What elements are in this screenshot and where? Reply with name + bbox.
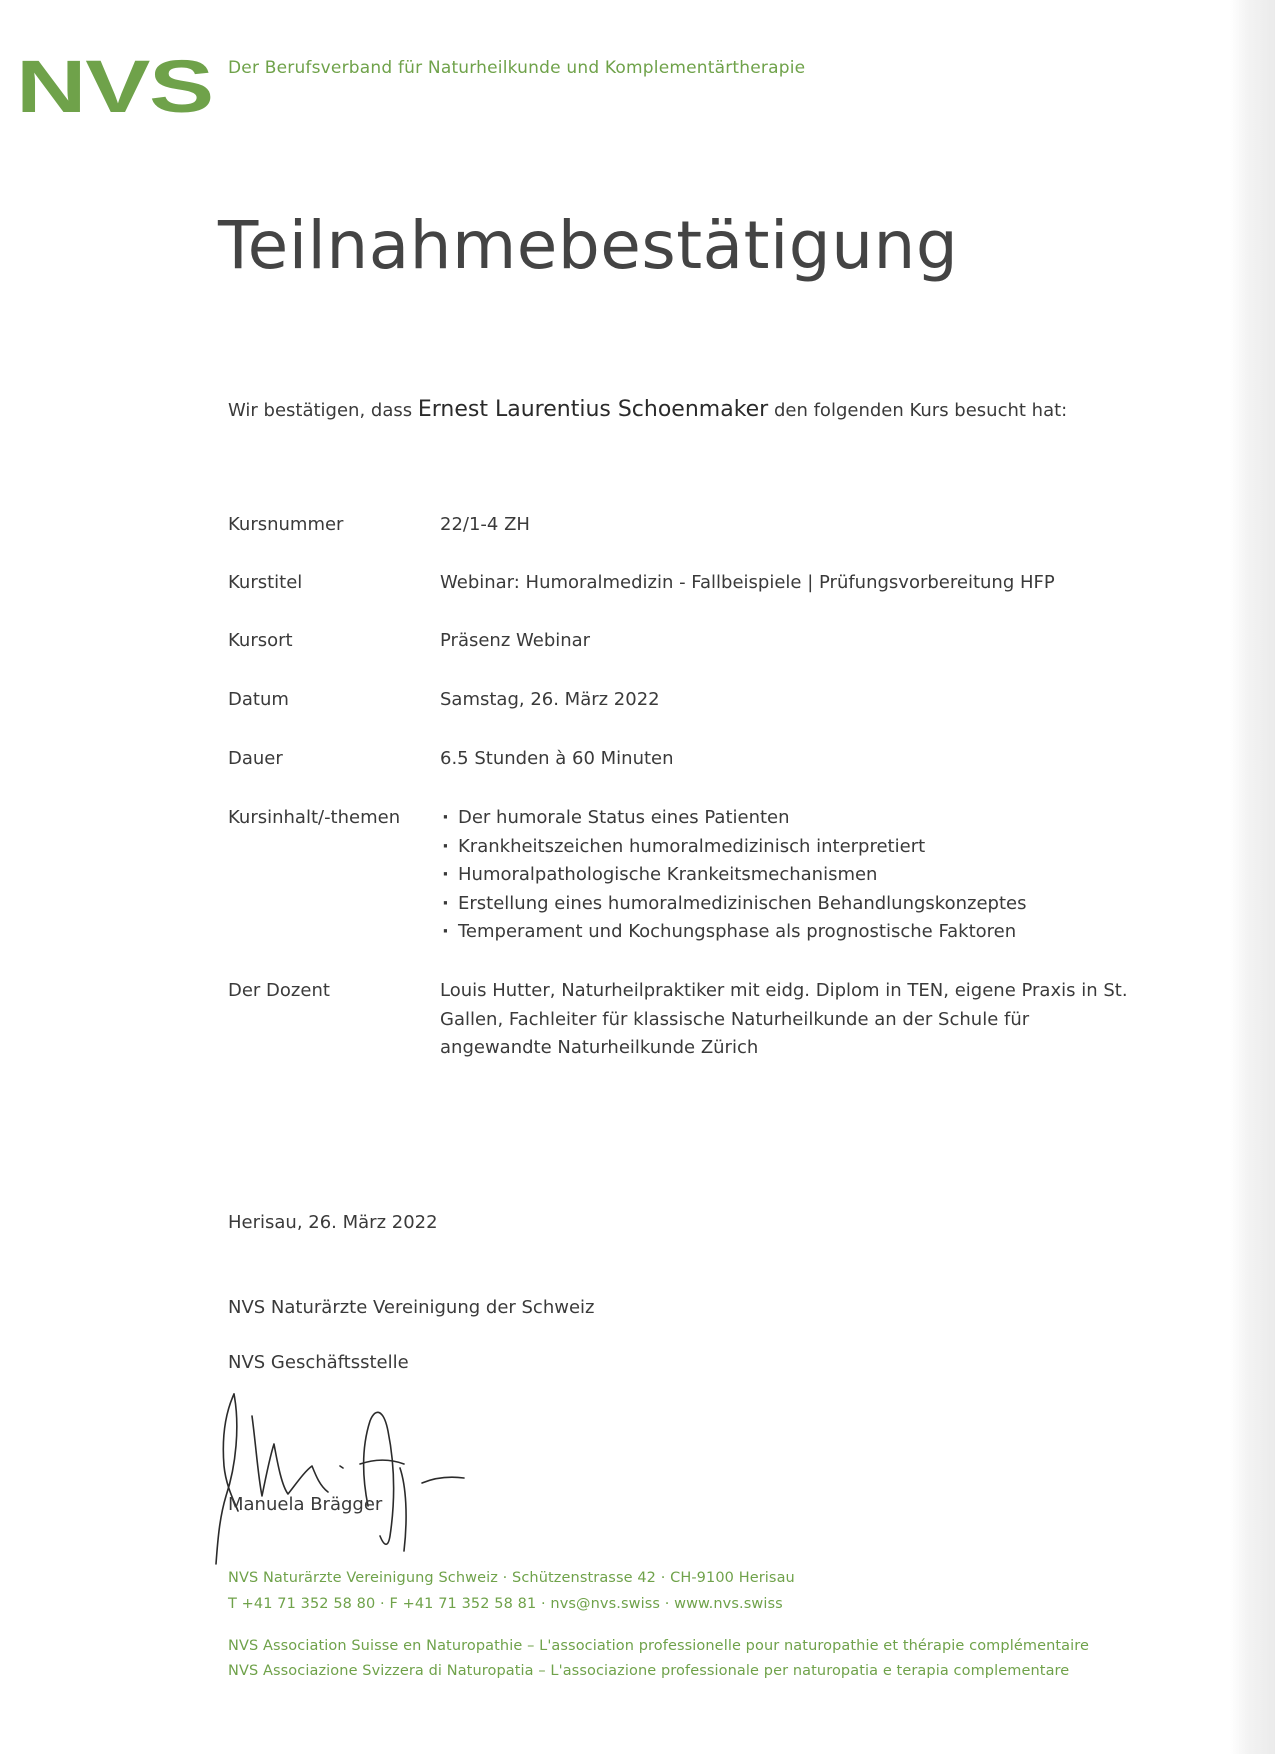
themen-label: Kursinhalt/-themen: [228, 807, 401, 828]
dauer-value: 6.5 Stunden à 60 Minuten: [440, 748, 674, 769]
datum-value: Samstag, 26. März 2022: [440, 689, 660, 710]
place-date: Herisau, 26. März 2022: [228, 1212, 438, 1233]
intro-after: den folgenden Kurs besucht hat:: [773, 400, 1068, 421]
office-name: NVS Geschäftsstelle: [228, 1352, 409, 1373]
footer-italian: NVS Associazione Svizzera di Naturopatia – L'associazione professionale per naturopatia e terapia complementare: [228, 1663, 1070, 1679]
kursort-value: Präsenz Webinar: [440, 630, 591, 651]
kursnummer-label: Kursnummer: [228, 514, 344, 535]
organisation-name: NVS Naturärzte Vereinigung der Schweiz: [228, 1297, 595, 1318]
participant-name: Ernest Laurentius Schoenmaker: [417, 397, 769, 422]
list-item: · Der humorale Status eines Patienten: [440, 804, 1140, 833]
topics-list: [440, 804, 1140, 947]
page-edge-shadow: [1230, 0, 1275, 1754]
list-item: · Erstellung eines humoralmedizinischen Behandlungskonzeptes: [440, 890, 1140, 919]
tagline: Der Berufsverband für Naturheilkunde und Komplementärtherapie: [228, 58, 806, 78]
list-item: · Krankheitszeichen humoralmedizinisch interpretiert: [440, 833, 1140, 862]
handwritten-signature: [212, 1386, 532, 1571]
document-title: Teilnahmebestätigung: [218, 207, 959, 284]
footer-address: NVS Naturärzte Vereinigung Schweiz · Schützenstrasse 42 · CH-9100 Herisau: [228, 1570, 795, 1586]
datum-label: Datum: [228, 689, 289, 710]
kurstitel-label: Kurstitel: [228, 572, 303, 593]
intro-sentence: [228, 397, 1067, 422]
list-item: · Temperament und Kochungsphase als prognostische Faktoren: [440, 918, 1140, 947]
footer-french: NVS Association Suisse en Naturopathie – L'association professionelle pour naturopathie et thérapie complémentaire: [228, 1638, 1090, 1654]
dozent-value: Louis Hutter, Naturheilpraktiker mit eidg. Diplom in TEN, eigene Praxis in St. Gallen, Fachleiter für klassische Naturheilkunde an der Schule für angewandte Naturheilkunde Zürich: [440, 980, 1128, 1058]
nvs-logo: NVS: [16, 45, 213, 128]
intro-before: Wir bestätigen, dass: [228, 400, 413, 421]
list-item: · Humoralpathologische Krankeitsmechanismen: [440, 861, 1140, 890]
kursnummer-value: 22/1-4 ZH: [440, 514, 530, 535]
themen-value: [440, 804, 1140, 947]
kurstitel-value: Webinar: Humoralmedizin - Fallbeispiele | Prüfungsvorbereitung HFP: [440, 572, 1055, 593]
footer-contact: T +41 71 352 58 80 · F +41 71 352 58 81 · nvs@nvs.swiss · www.nvs.swiss: [228, 1596, 783, 1612]
kursort-label: Kursort: [228, 630, 293, 651]
signer-name: Manuela Brägger: [228, 1494, 383, 1515]
dauer-label: Dauer: [228, 748, 283, 769]
dozent-label: Der Dozent: [228, 980, 330, 1001]
